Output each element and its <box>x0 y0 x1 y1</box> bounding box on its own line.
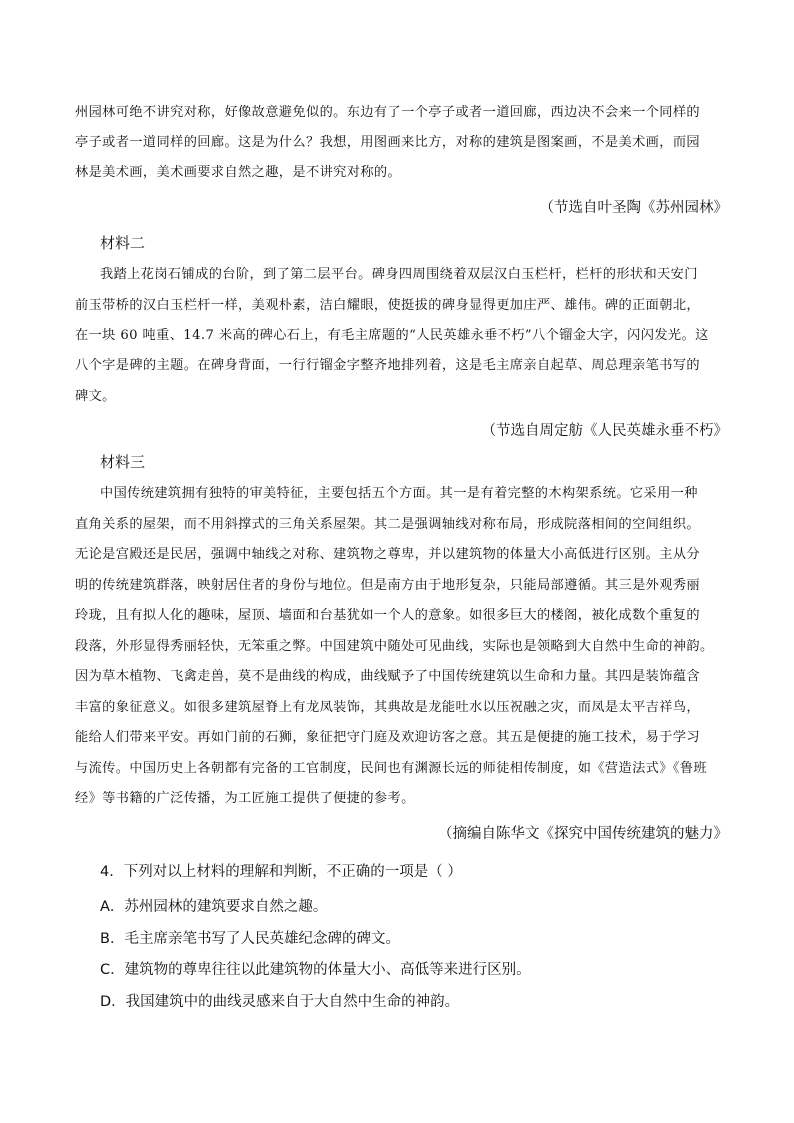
material3-line-6: 段落，外形显得秀丽轻快，无笨重之弊。中国建筑中随处可见曲线，实际也是领略到大自然中生命的神韵。 <box>75 639 714 654</box>
material2-line-4: 八个字是碑的主题。在碑身背面，一行行镏金字整齐地排列着，这是毛主席亲自起草、周总理亲笔书写的 <box>75 358 701 373</box>
material3-line-5: 玲珑，且有拟人化的趣味，屋顶、墙面和台基犹如一个人的意象。如很多巨大的楼阁，被化成数个重复的 <box>75 608 701 623</box>
option-d[interactable]: D．我国建筑中的曲线灵感来自于大自然中生命的神韵。 <box>100 994 460 1010</box>
question-stem: 4．下列对以上材料的理解和判断，不正确的一项是（ ） <box>100 864 462 880</box>
material2-line-1: 我踏上花岗石铺成的台阶，到了第二层平台。碑身四周围绕着双层汉白玉栏杆，栏杆的形状和天安门 <box>100 267 698 282</box>
intro-line-3: 林是美术画，美术画要求自然之趣，是不讲究对称的。 <box>75 165 402 180</box>
option-a[interactable]: A．苏州园林的建筑要求自然之趣。 <box>100 899 328 915</box>
material3-heading: 材料三 <box>100 453 146 471</box>
material2-line-5: 碑文。 <box>75 389 116 404</box>
option-c[interactable]: C．建筑物的尊卑往往以此建筑物的体量大小、高低等来进行区别。 <box>100 962 531 978</box>
intro-line-1: 州园林可绝不讲究对称，好像故意避免似的。东边有了一个亭子或者一道回廊，西边决不会来一个同样的 <box>75 105 701 120</box>
material3-source: （摘编自陈华文《探究中国传统建筑的魅力》 <box>438 826 728 842</box>
option-b[interactable]: B．毛主席亲笔书写了人民英雄纪念碑的碑文。 <box>100 931 400 947</box>
material3-line-1: 中国传统建筑拥有独特的审美特征，主要包括五个方面。其一是有着完整的木构架系统。它采用一种 <box>100 486 698 501</box>
material2-line-3: 在一块 60 吨重、14.7 米高的碑心石上，有毛主席题的“人民英雄永垂不朽”八个镏金大字，闪闪发光。这 <box>75 328 709 343</box>
intro-line-2: 亭子或者一道同样的回廊。这是为什么？我想，用图画来比方，对称的建筑是图案画，不是美术画，而园 <box>75 135 701 150</box>
material2-source: （节选自周定舫《人民英雄永垂不朽》 <box>481 423 728 439</box>
material3-line-10: 与流传。中国历史上各朝都有完备的工官制度，民间也有渊源长远的师徒相传制度，如《营造法式》《鲁班 <box>75 761 708 776</box>
material3-line-9: 能给人们带来平安。再如门前的石狮，象征把守门庭及欢迎访客之意。其五是便捷的施工技术，易于学习 <box>75 730 701 745</box>
material2-line-2: 前玉带桥的汉白玉栏杆一样，美观朴素，洁白耀眼，使挺拔的碑身显得更加庄严、雄伟。碑的正面朝北， <box>75 298 701 313</box>
material3-line-4: 明的传统建筑群落，映射居住者的身份与地位。但是南方由于地形复杂，只能局部遵循。其三是外观秀丽 <box>75 578 701 593</box>
material2-heading: 材料二 <box>100 234 146 252</box>
material3-line-8: 丰富的象征意义。如很多建筑屋脊上有龙凤装饰，其典故是龙能吐水以压祝融之灾，而凤是太平吉祥鸟， <box>75 700 701 715</box>
material3-line-7: 因为草木植物、飞禽走兽，莫不是曲线的构成，曲线赋予了中国传统建筑以生命和力量。其四是装饰蕴含 <box>75 669 701 684</box>
material3-line-2: 直角关系的屋架，而不用斜撑式的三角关系屋架。其二是强调轴线对称布局，形成院落相间的空间组织。 <box>75 517 701 532</box>
material3-line-11: 经》等书籍的广泛传播，为工匠施工提供了便捷的参考。 <box>75 791 415 806</box>
intro-source: （节选自叶圣陶《苏州园林》 <box>539 200 728 216</box>
material3-line-3: 无论是宫殿还是民居，强调中轴线之对称、建筑物之尊卑，并以建筑物的体量大小高低进行区别。主从分 <box>75 547 701 562</box>
